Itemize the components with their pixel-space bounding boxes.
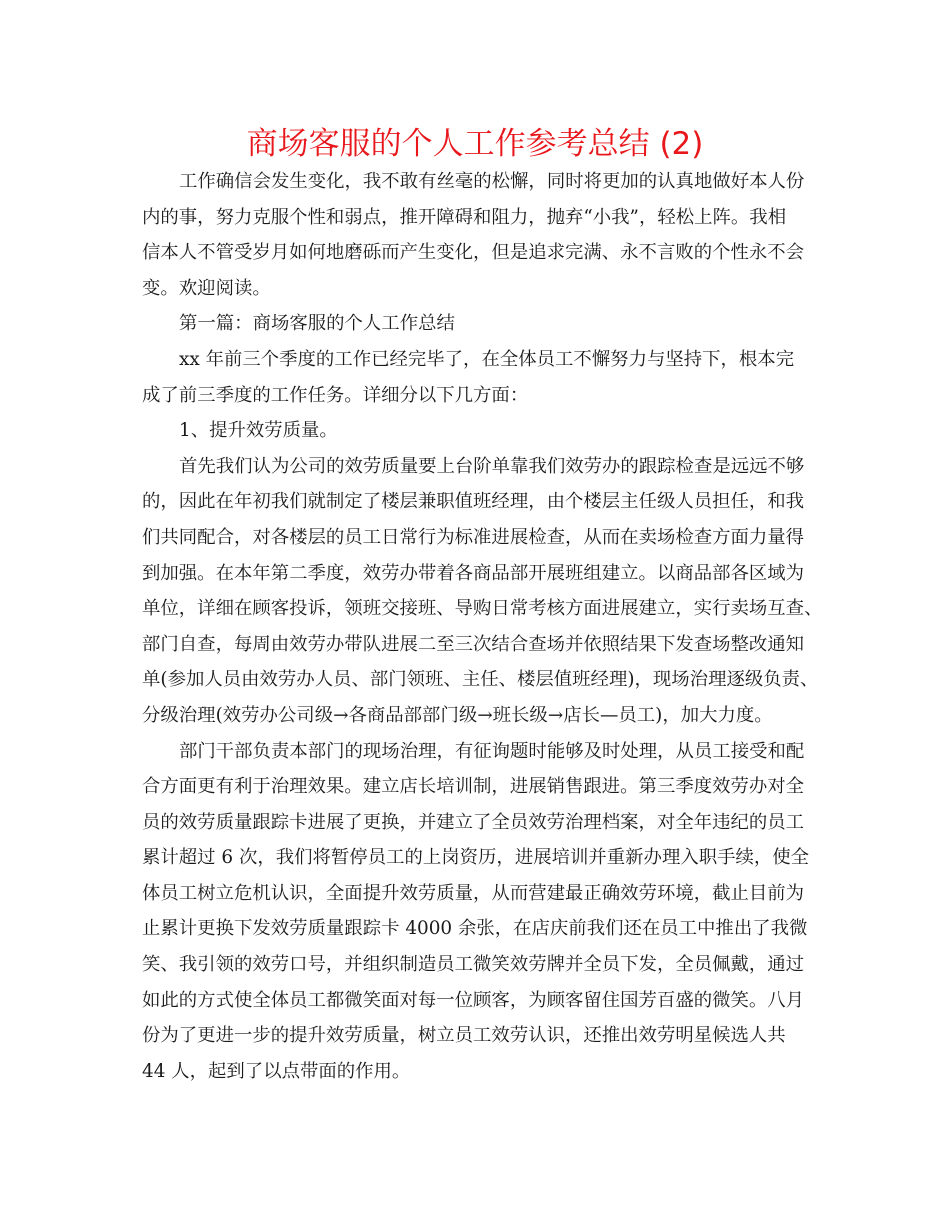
body-line: 单(参加人员由效劳办人员、部门领班、主任、楼层值班经理)，现场治理逐级负责、: [142, 669, 819, 691]
body-line: 内的事，努力克服个性和弱点，推开障碍和阻力，抛弃“小我”，轻松上阵。我相: [142, 206, 787, 228]
section-heading: 第一篇：商场客服的个人工作总结: [179, 313, 455, 335]
body-line: 部门自查，每周由效劳办带队进展二至三次结合查场并依照结果下发查场整改通知: [142, 633, 805, 655]
body-line: 分级治理(效劳办公司级→各商品部部门级→班长级→店长—员工)，加大力度。: [142, 704, 773, 726]
body-line: 成了前三季度的工作任务。详细分以下几方面：: [142, 384, 529, 406]
body-line: 44 人，起到了以点带面的作用。: [142, 1060, 411, 1082]
body-line: 首先我们认为公司的效劳质量要上台阶单靠我们效劳办的跟踪检查是远远不够: [179, 455, 805, 477]
body-line: 到加强。在本年第二季度，效劳办带着各商品部开展班组建立。以商品部各区域为: [142, 562, 805, 584]
body-line: 的，因此在年初我们就制定了楼层兼职值班经理，由个楼层主任级人员担任，和我: [142, 491, 805, 513]
body-line: 单位，详细在顾客投诉，领班交接班、导购日常考核方面进展建立，实行卖场互查、: [142, 598, 823, 620]
body-line: 工作确信会发生变化，我不敢有丝毫的松懈，同时将更加的认真地做好本人份: [179, 171, 805, 192]
body-line: 份为了更进一步的提升效劳质量，树立员工效劳认识，还推出效劳明星候选人共: [142, 1025, 786, 1047]
body-line: 部门干部负责本部门的现场治理，有征询题时能够及时处理，从员工接受和配: [179, 740, 805, 762]
body-line: 体员工树立危机认识，全面提升效劳质量，从而营建最正确效劳环境，截止目前为: [142, 882, 805, 904]
body-line: 合方面更有利于治理效果。建立店长培训制，进展销售跟进。第三季度效劳办对全: [142, 776, 805, 798]
body-line: 信本人不管受岁月如何地磨砾而产生变化，但是追求完满、永不言败的个性永不会: [142, 242, 805, 264]
body-line: 员的效劳质量跟踪卡进展了更换，并建立了全员效劳治理档案，对全年违纪的员工: [142, 811, 805, 833]
body-line: 们共同配合，对各楼层的员工日常行为标准进展检查，从而在卖场检查方面力量得: [142, 526, 805, 548]
document-title: 商场客服的个人工作参考总结 (2): [246, 126, 704, 162]
document-body: [142, 164, 823, 1089]
body-line: 如此的方式使全体员工都微笑面对每一位顾客，为顾客留住国芳百盛的微笑。八月: [142, 989, 805, 1011]
body-line: xx 年前三个季度的工作已经完毕了，在全体员工不懈努力与坚持下，根本完: [179, 348, 795, 370]
body-line: 累计超过 6 次，我们将暂停员工的上岗资历，进展培训并重新办理入职手续，使全: [142, 847, 810, 869]
body-line: 笑、我引领的效劳口号，并组织制造员工微笑效劳牌并全员下发，全员佩戴，通过: [142, 954, 805, 976]
body-line: 变。欢迎阅读。: [142, 277, 271, 299]
list-heading: 1、提升效劳质量。: [179, 420, 338, 442]
body-line: 止累计更换下发效劳质量跟踪卡 4000 余张，在店庆前我们还在员工中推出了我微: [142, 918, 808, 940]
